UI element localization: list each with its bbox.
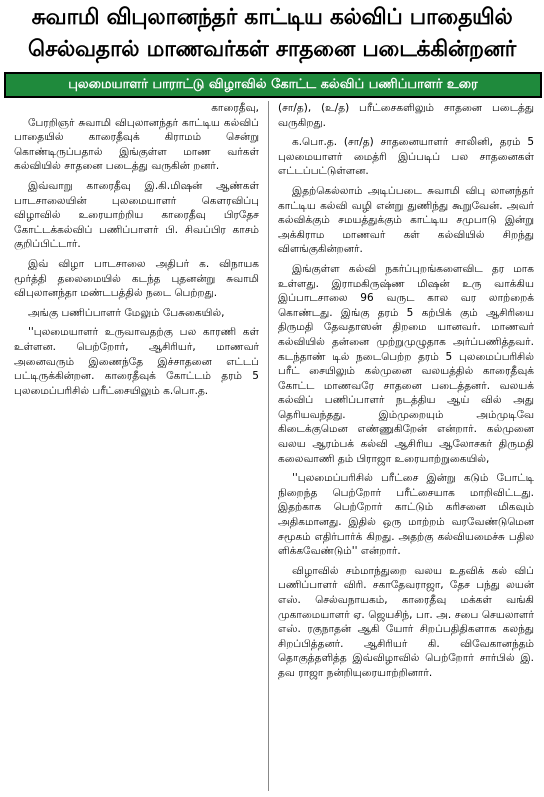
headline-line-1: சுவாமி விபுலானந்தர் காட்டிய கல்விப் பாதையில் — [31, 5, 513, 30]
paragraph: (சா/த), (உ/த) பரீட்சைகளிலும் சாதனை படைத்து வருகிறது. — [278, 102, 534, 129]
article-column-left — [14, 101, 259, 403]
paragraph: க.பொ.த. (சா/த) சாதனையாளர் சாலினி, தரம் 5 புலமையாளர் மைத்ரி இப்படிப் பல சாதனைகள் எட்டப்பட்டுள்ளன. — [278, 136, 534, 178]
paragraph: இவ்வாறு காரைதீவு இ.கி.மிஷன் ஆண்கள் பாடசாலையின் புலமையாளர் கௌரவிப்பு விழாவில் உரையாற்றிய காரைதீவு பிரதேச கோட்டக்கல்விப் பணிப்பாளர் பி. சிவப்பிர காசம் குறிப்பிட்டார். — [14, 179, 259, 251]
article-column-right — [278, 101, 534, 686]
paragraph: இங்குள்ள கல்வி நகர்ப்புறங்களைவிட தர மாக உள்ளது. இராமகிருஷ்ண மிஷன் உரு வாக்கிய இப்பாடசாலை 96 வருட கால வர லாற்றைக் கொண்டது. இங்கு தரம் 5 கற்பிக் கும் ஆசிரியை திருமதி தேவதாஸன் திறமை யானவர். மாணவர் கல்வியில் தன்னை முற்றுமுழுதாக அர்ப்பணித்தவர். கடந்தாண் டில் நடைபெற்ற தரம் 5 புலமைப்பரிசில் பரீட் சையிலும் கல்முனை வலயத்தில் காரைதீவுக் கோட்ட மாணவரே சாதனை படைத்தனர். வலயக் கல்விப் பணிப்பாளர் நடத்திய ஆய் வில் அது தெரியவந்தது. இம்முறையும் அம்முடிவே கிடைக்குமென எண்ணுகிறேன் என்றார். கல்முனை வலய ஆரம்பக் கல்வி ஆசிரிய ஆலோசகர் திருமதி கலைவாணி தம் பிராஜா உரையாற்றுகையில், — [278, 262, 534, 465]
paragraph: அங்கு பணிப்பாளர் மேலும் பேசுகையில், — [28, 306, 225, 319]
paragraph: ''புலமையாளர் உருவாவதற்கு பல காரணி கள் உள்ளன. பெற்றோர், ஆசிரியர், மாணவர் அனைவரும் இணைந்தே இச்சாதனை எட்டப் பட்டிருக்கின்றன. காரைதீவுக் கோட்டம் தரம் 5 புலமைப்பரிசில் பரீட்சையிலும் க.பொ.த. — [14, 326, 259, 397]
headline-line-2: செல்வதால் மாணவர்கள் சாதனை படைக்கின்றனர் — [28, 37, 516, 62]
subheadline-banner: புலமையாளர் பாராட்டு விழாவில் கோட்ட கல்விப் பணிப்பாளர் உரை — [4, 72, 542, 98]
column-divider — [268, 101, 269, 791]
paragraph: இதற்கெல்லாம் அடிப்படை சுவாமி விபு லானந்தர் காட்டிய கல்வி வழி என்று துணிந்து கூறுவேன். அவர் கல்விக்கும் சமயத்துக்கும் காட்டிய சமுபாடு இன்று அக்கிராம மாணவர் கள் கல்வியில் சிறந்து விளங்குகின்றனர். — [278, 184, 534, 256]
paragraph: இவ் விழா பாடசாலை அதிபர் க. விநாயக மூர்த்தி தலைமையில் கடந்த புதனன்று சுவாமி விபுலானந்தா மண்டபத்தில் நடை பெற்றது. — [14, 257, 259, 300]
dateline: காரைதீவு, — [211, 102, 259, 114]
paragraph: விழாவில் சம்மாந்துறை வலய உதவிக் கல் விப் பணிப்பாளர் விரி. சகாதேவராஜா, தேச பந்து லயன் எஸ். செல்வநாயகம், காரைதீவு மக்கள் வங்கி முகாமையாளர் ஏ. ஜெயசிந், பா. அ. சபை செயலாளர் எஸ். ரகுநாதன் ஆகி யோர் சிறப்பதிதிகளாக கலந்து சிறப்பித்தனர். ஆசிரியர் கி. விவேகானந்தம் தொகுத்தளித்த இவ்விழாவில் பெற்றோர் சார்பில் இ. தவ ராஜா நன்றியுரையாற்றினார். — [278, 564, 534, 679]
paragraph: ''புலமைப்பரிசில் பரீட்சை இன்று கடும் போட்டி நிறைந்த பெற்றோர் பரீட்சையாக மாறிவிட்டது. இதற்காக பெற்றோர் காட்டும் கரிசனை மிகவும் அதிகமானது. இதில் ஒரு மாற்றம் வரவேண்டுமென சமூகம் எதிர்பார்க் கிறது. அதற்கு கல்வியமைச்சு பதில ளிக்கவேண்டும்'' என்றார். — [278, 472, 534, 558]
paragraph: பேரறிஞர் சுவாமி விபுலானந்தர் காட்டிய கல்விப் பாதையில் காரைதீவுக் கிராமம் சென்று கொண்டிருப்பதால் இங்குள்ள மாண வர்கள் கல்வியில் சாதனை படைத்து வருகின் றனர். — [14, 116, 259, 173]
headline — [4, 2, 540, 66]
